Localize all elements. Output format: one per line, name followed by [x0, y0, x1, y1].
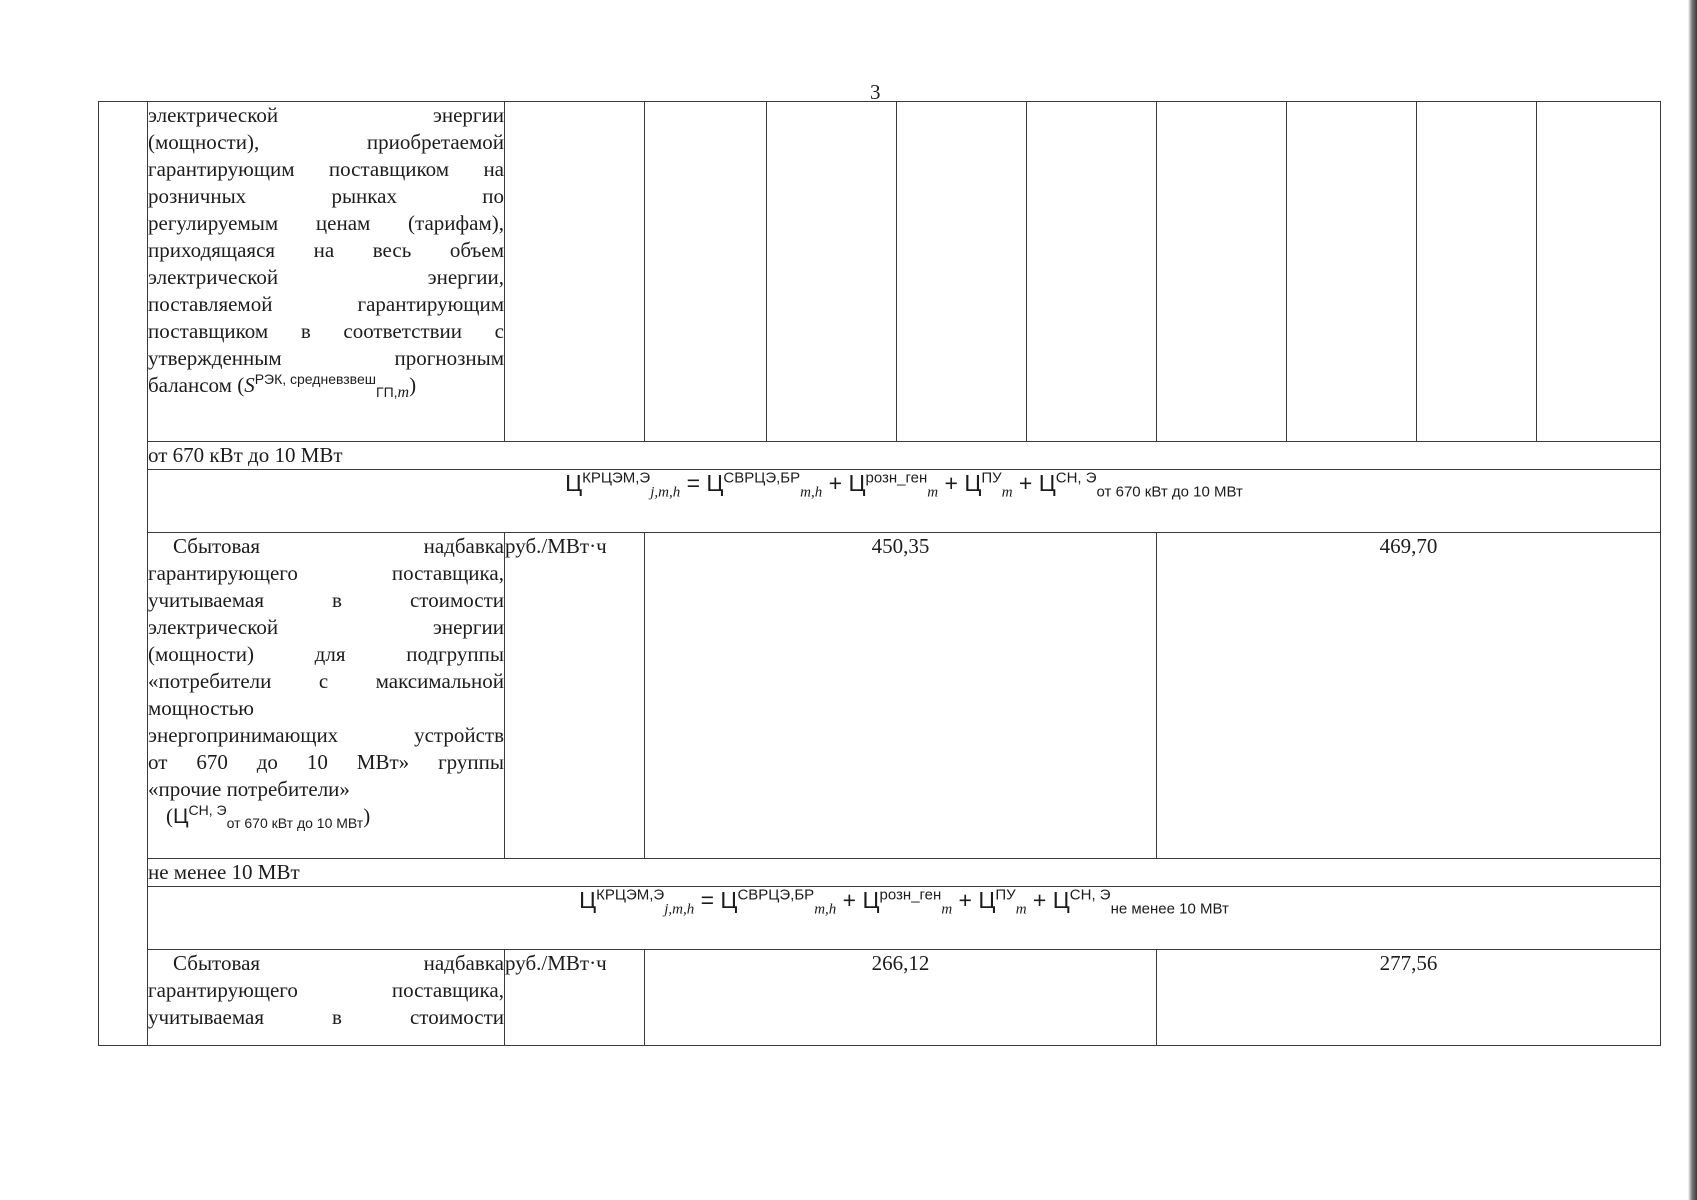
text-line: гарантирующим поставщиком на: [148, 157, 504, 181]
formula: [565, 469, 1243, 501]
text-line: (мощности) для подгруппы: [148, 642, 504, 666]
formula-sub: m: [941, 901, 953, 918]
formula-symbol: Ц: [848, 470, 866, 496]
text-line: «прочие потребители»: [148, 777, 350, 801]
description-cell: [148, 102, 505, 442]
value-cell: 450,35: [645, 533, 1157, 859]
formula-sub: j,m,h: [650, 484, 681, 501]
formula-symbol: Ц: [706, 470, 724, 496]
formula-sub: m: [1015, 901, 1027, 918]
formula-cell: [148, 887, 1661, 950]
text-line: регулируемым ценам (тарифам),: [148, 211, 504, 235]
text-fragment: балансом (: [148, 373, 245, 397]
empty-cell: [505, 102, 645, 442]
formula-sub: от 670 кВт до 10 МВт: [1096, 483, 1243, 501]
text-line: учитываемая в стоимости: [148, 588, 504, 612]
text-line: (мощности), приобретаемой: [148, 130, 504, 154]
text-line: поставляемой гарантирующим: [148, 292, 504, 316]
formula-sup: розн_ген: [865, 469, 928, 487]
text-fragment: ): [363, 804, 371, 828]
formula-sub: m: [927, 484, 939, 501]
row-number-column: [99, 102, 148, 1046]
formula-symbol: Ц: [1038, 470, 1056, 496]
text-line: гарантирующего поставщика,: [148, 978, 504, 1002]
text-line: учитываемая в стоимости: [148, 1005, 504, 1029]
formula-sup: СН, Э: [1069, 886, 1111, 904]
section-title: от 670 кВт до 10 МВт: [148, 442, 1661, 470]
formula-sub: не менее 10 МВт: [1110, 900, 1229, 918]
empty-cell: [1417, 102, 1537, 442]
value-cell: 277,56: [1157, 950, 1661, 1046]
text-fragment: ): [409, 373, 417, 397]
subscript-italic: m: [397, 384, 410, 402]
formula-symbol: Ц: [565, 470, 583, 496]
empty-cell: [1027, 102, 1157, 442]
description-cell: [148, 533, 505, 859]
formula-operator: +: [1026, 887, 1053, 913]
text-line: [148, 371, 504, 402]
formula-sup: СН, Э: [1055, 469, 1097, 487]
symbol-c-sn: [173, 802, 364, 832]
value-cell: 266,12: [645, 950, 1157, 1046]
formula-sup: розн_ген: [879, 886, 942, 904]
text-line: утвержденным прогнозным: [148, 346, 504, 370]
text-line: поставщиком в соответствии с: [148, 319, 504, 343]
formula-sub: m: [1001, 484, 1013, 501]
formula-operator: +: [938, 470, 965, 496]
symbol-superscript: СН, Э: [188, 802, 227, 818]
formula-operator: +: [836, 887, 863, 913]
formula-sub: j,m,h: [664, 901, 695, 918]
text-line: мощностью: [148, 696, 254, 720]
section-header-row: [99, 859, 1661, 887]
formula-operator: +: [952, 887, 979, 913]
text-line: электрической энергии: [148, 615, 504, 639]
formula-sup: СВРЦЭ,БР: [737, 886, 815, 904]
section-title: не менее 10 МВт: [148, 859, 1661, 887]
text-line: энергопринимающих устройств: [148, 723, 504, 747]
text-line: розничных рынках по: [148, 184, 504, 208]
formula-symbol: Ц: [720, 887, 738, 913]
formula-row: [99, 887, 1661, 950]
empty-cell: [1287, 102, 1417, 442]
text-line: электрической энергии,: [148, 265, 504, 289]
description-cell: [148, 950, 505, 1046]
text-line: электрической энергии: [148, 103, 504, 127]
text-line: гарантирующего поставщика,: [148, 561, 504, 585]
symbol-superscript: РЭК, средневзвеш: [254, 371, 376, 387]
formula-symbol: Ц: [579, 887, 597, 913]
formula-symbol: Ц: [978, 887, 996, 913]
empty-cell: [1157, 102, 1287, 442]
formula-sup: КРЦЭМ,Э: [596, 886, 665, 904]
formula-sup: ПУ: [995, 886, 1016, 904]
empty-cell: [767, 102, 897, 442]
text-line: Сбытовая надбавка: [173, 951, 504, 975]
subscript-text: ГП,: [375, 384, 398, 401]
unit-cell: руб./МВт·ч: [505, 950, 645, 1046]
empty-cell: [1537, 102, 1661, 442]
formula: [579, 886, 1229, 918]
symbol-s-rek: [244, 371, 410, 402]
formula-sub: m,h: [814, 901, 837, 918]
formula-sub: m,h: [800, 484, 823, 501]
table-row: [99, 102, 1661, 442]
formula-operator: =: [694, 887, 721, 913]
symbol-subscript: [376, 384, 409, 400]
formula-cell: [148, 470, 1661, 533]
scan-edge-shadow: [1688, 0, 1697, 1200]
formula-sup: ПУ: [981, 469, 1002, 487]
formula-sup: КРЦЭМ,Э: [582, 469, 651, 487]
unit-cell: руб./МВт·ч: [505, 533, 645, 859]
text-fragment: (: [166, 804, 173, 828]
formula-operator: +: [822, 470, 849, 496]
tariff-table: [98, 101, 1661, 1046]
formula-sup: СВРЦЭ,БР: [723, 469, 801, 487]
formula-row: [99, 470, 1661, 533]
page-number: 3: [870, 80, 881, 104]
text-line: Сбытовая надбавка: [173, 534, 504, 558]
text-line: [148, 803, 504, 830]
formula-operator: +: [1012, 470, 1039, 496]
section-header-row: [99, 442, 1661, 470]
table-row: [99, 533, 1661, 859]
text-line: от 670 до 10 МВт» группы: [148, 750, 504, 774]
empty-cell: [645, 102, 767, 442]
symbol-base: S: [244, 373, 255, 397]
formula-symbol: Ц: [964, 470, 982, 496]
symbol-base: Ц: [173, 805, 189, 828]
empty-cell: [897, 102, 1027, 442]
symbol-subscript: от 670 кВт до 10 МВт: [226, 815, 364, 832]
text-line: «потребители с максимальной: [148, 669, 504, 693]
formula-symbol: Ц: [862, 887, 880, 913]
table-row: [99, 950, 1661, 1046]
formula-operator: =: [680, 470, 707, 496]
text-line: приходящаяся на весь объем: [148, 238, 504, 262]
formula-symbol: Ц: [1052, 887, 1070, 913]
value-cell: 469,70: [1157, 533, 1661, 859]
